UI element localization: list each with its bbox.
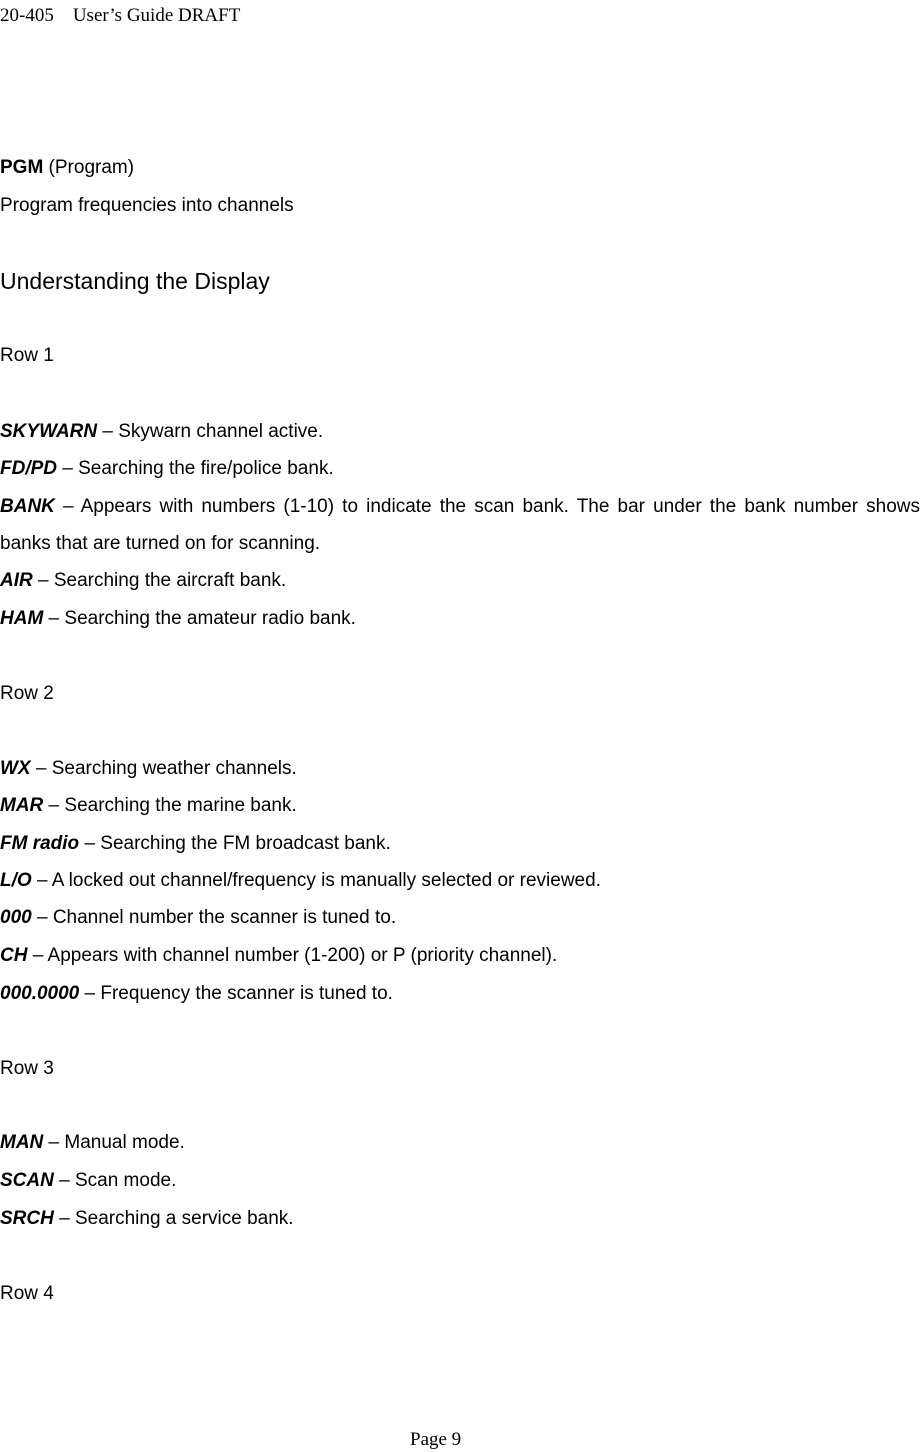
definition-desc: – Searching the fire/police bank.: [57, 458, 334, 479]
definition-item: [0, 945, 557, 967]
definition-item: [0, 983, 393, 1005]
definition-desc: – Manual mode.: [43, 1132, 185, 1153]
definition-item: [0, 1170, 176, 1192]
definition-item: [0, 570, 286, 592]
definition-term: SKYWARN: [0, 421, 98, 442]
definition-desc: – Searching the aircraft bank.: [32, 570, 287, 591]
definition-term: AIR: [0, 570, 33, 591]
definition-term: FD/PD: [0, 458, 57, 479]
definition-item: [0, 795, 297, 817]
definition-item: [0, 458, 334, 480]
definition-desc: – Searching the amateur radio bank.: [43, 608, 356, 629]
row-2-heading: Row 2: [0, 683, 54, 704]
definition-term: BANK: [0, 496, 55, 517]
definition-term: MAN: [0, 1132, 44, 1153]
section-title: Understanding the Display: [0, 268, 270, 294]
definition-item: [0, 1208, 294, 1230]
definition-desc: – Channel number the scanner is tuned to.: [31, 907, 397, 928]
row-3-heading: Row 3: [0, 1058, 54, 1079]
page-number: Page 9: [410, 1429, 462, 1450]
definition-desc: – Appears with channel number (1-200) or P (priority channel).: [27, 945, 558, 966]
definition-item: [0, 608, 356, 630]
definition-term: FM radio: [0, 833, 80, 854]
definition-term: 000.0000: [0, 983, 80, 1004]
definition-desc: – Skywarn channel active.: [97, 421, 324, 442]
pgm-term: PGM: [0, 157, 44, 178]
row-4-heading: Row 4: [0, 1283, 54, 1304]
definition-term: WX: [0, 758, 31, 779]
pgm-label: (Program): [43, 157, 135, 178]
definition-term: L/O: [0, 870, 32, 891]
definition-term: CH: [0, 945, 28, 966]
definition-item: [0, 488, 920, 562]
definition-desc: – Frequency the scanner is tuned to.: [79, 983, 393, 1004]
pgm-description: Program frequencies into channels: [0, 195, 294, 216]
definition-term: HAM: [0, 608, 44, 629]
definition-desc: – Searching the marine bank.: [43, 795, 297, 816]
definition-item: [0, 1132, 185, 1154]
definition-desc: – Searching a service bank.: [53, 1208, 294, 1229]
definition-item: [0, 870, 601, 892]
page-header: 20-405 User’s Guide DRAFT: [0, 5, 241, 26]
row-1-heading: Row 1: [0, 345, 54, 366]
definition-item: [0, 833, 391, 855]
definition-desc: – Appears with numbers (1-10) to indicate the scan bank. The bar under the bank number shows banks that are turned on for scanning.: [0, 496, 920, 554]
definition-term: 000: [0, 907, 32, 928]
definition-term: SCAN: [0, 1170, 54, 1191]
definition-term: MAR: [0, 795, 44, 816]
definition-term: SRCH: [0, 1208, 54, 1229]
definition-desc: – Scan mode.: [53, 1170, 177, 1191]
pgm-line: [0, 157, 134, 179]
definition-item: [0, 758, 297, 780]
definition-desc: – A locked out channel/frequency is manually selected or reviewed.: [31, 870, 601, 891]
definition-desc: – Searching weather channels.: [30, 758, 297, 779]
definition-item: [0, 907, 396, 929]
definition-desc: – Searching the FM broadcast bank.: [79, 833, 391, 854]
definition-item: [0, 421, 323, 443]
